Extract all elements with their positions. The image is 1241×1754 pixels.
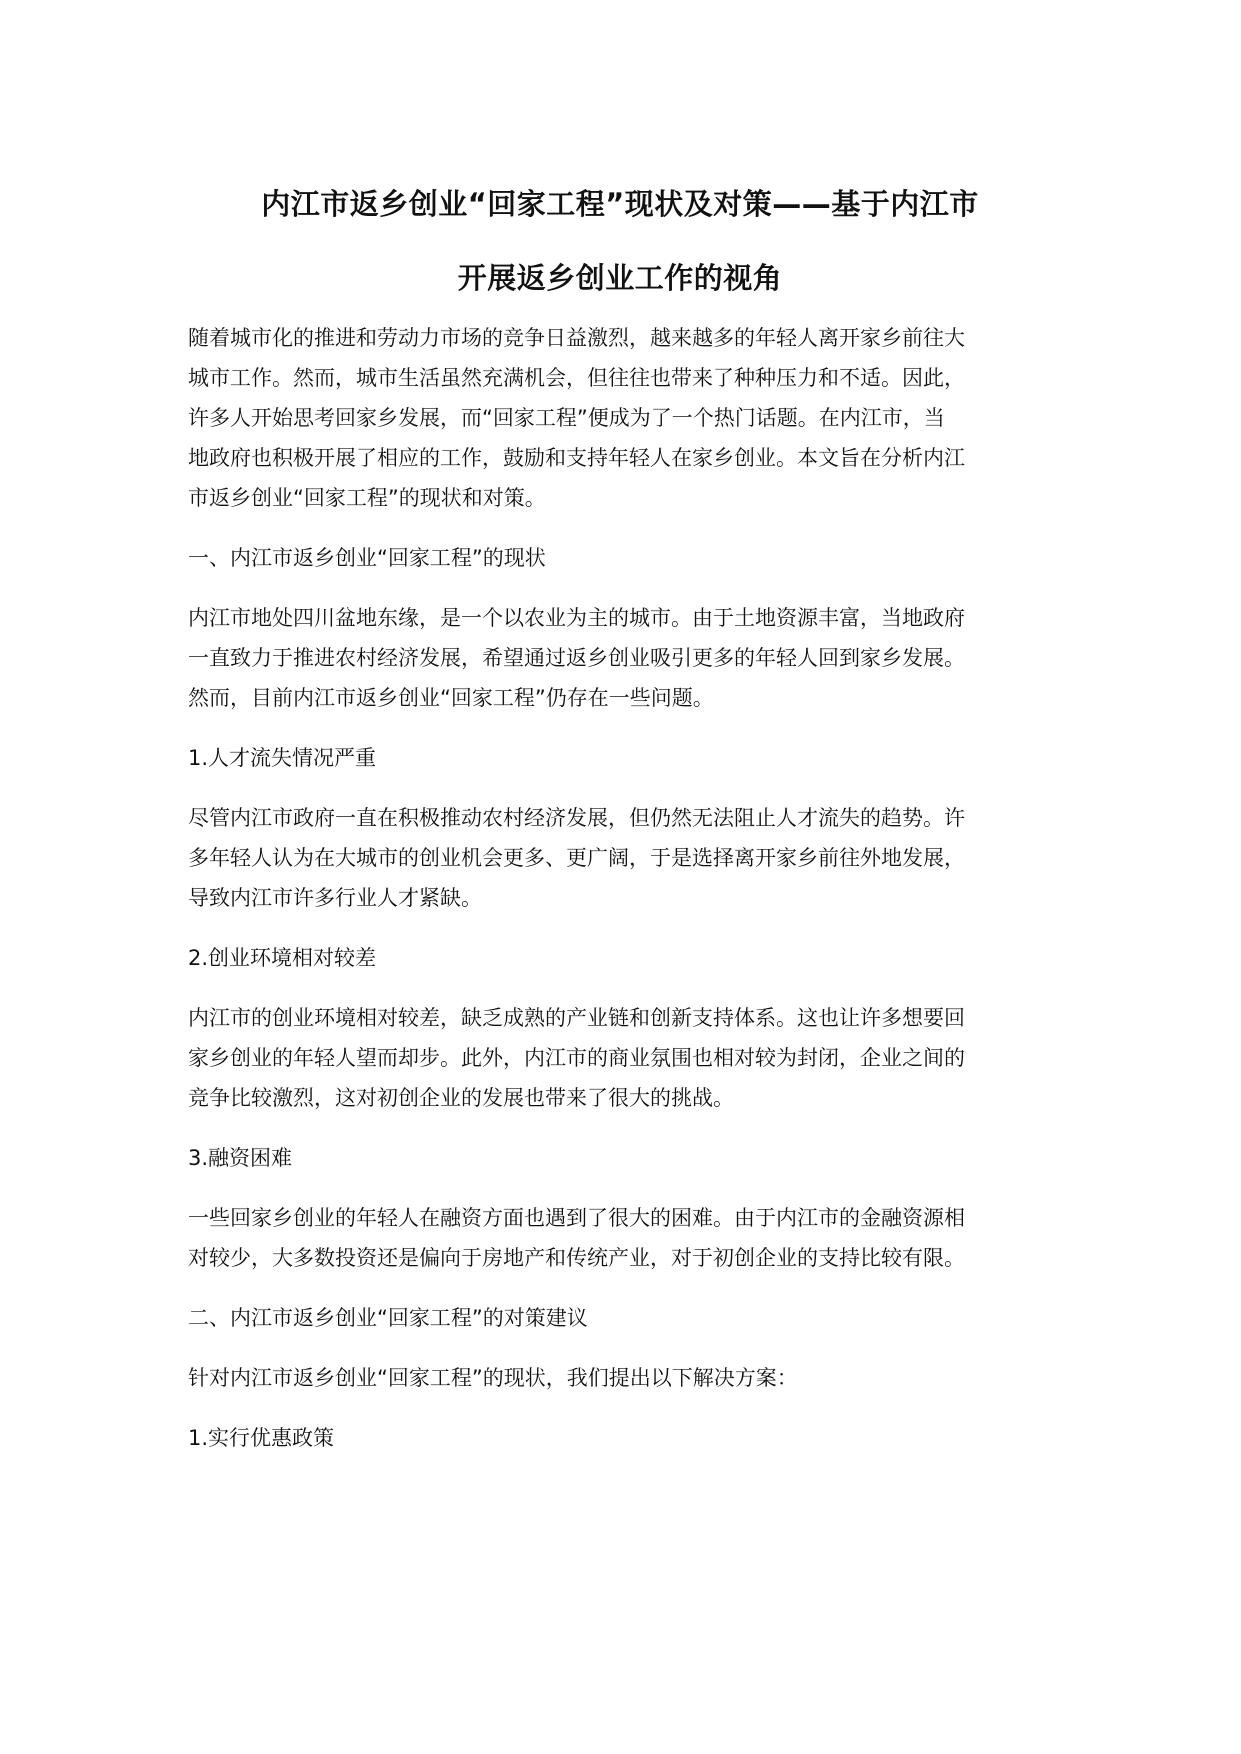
body-paragraph: [188, 318, 1058, 518]
body-paragraph: [188, 1358, 1058, 1398]
section-heading-text: 一、内江市返乡创业“回家工程”的现状: [188, 546, 546, 570]
paragraph-line: 城市工作。然而，城市生活虽然充满机会，但往往也带来了种种压力和不适。因此，: [188, 366, 965, 390]
body-paragraph: [188, 598, 1058, 718]
section-heading-text: 1.实行优惠政策: [188, 1426, 335, 1450]
section-heading-text: 二、内江市返乡创业“回家工程”的对策建议: [188, 1306, 588, 1330]
section-heading: [188, 1418, 1058, 1458]
paragraph-line: 家乡创业的年轻人望而却步。此外，内江市的商业氛围也相对较为封闭，企业之间的: [188, 1046, 965, 1070]
paragraph-line: 地政府也积极开展了相应的工作，鼓励和支持年轻人在家乡创业。本文旨在分析内江: [188, 446, 965, 470]
section-heading: [188, 538, 1058, 578]
paragraph-line: 内江市地处四川盆地东缘，是一个以农业为主的城市。由于土地资源丰富，当地政府: [188, 606, 965, 630]
paragraph-line: 然而，目前内江市返乡创业“回家工程”仍存在一些问题。: [188, 686, 714, 710]
document-title-line-1: 内江市返乡创业“回家工程”现状及对策——基于内江市: [261, 187, 979, 221]
paragraph-line: 一些回家乡创业的年轻人在融资方面也遇到了很大的困难。由于内江市的金融资源相: [188, 1206, 965, 1230]
section-heading-text: 2.创业环境相对较差: [188, 946, 377, 970]
section-heading-text: 1.人才流失情况严重: [188, 746, 377, 770]
paragraph-line: 随着城市化的推进和劳动力市场的竞争日益激烈，越来越多的年轻人离开家乡前往大: [188, 326, 965, 350]
section-heading: [188, 938, 1058, 978]
paragraph-line: 内江市的创业环境相对较差，缺乏成熟的产业链和创新支持体系。这也让许多想要回: [188, 1006, 965, 1030]
paragraph-line: 竞争比较激烈，这对初创企业的发展也带来了很大的挑战。: [188, 1086, 734, 1110]
paragraph-line: 针对内江市返乡创业“回家工程”的现状，我们提出以下解决方案：: [188, 1366, 798, 1390]
body-paragraph: [188, 1198, 1058, 1278]
document-body: [188, 318, 1058, 1478]
paragraph-line: 许多人开始思考回家乡发展，而“回家工程”便成为了一个热门话题。在内江市，当: [188, 406, 945, 430]
body-paragraph: [188, 798, 1058, 918]
section-heading: [188, 738, 1058, 778]
paragraph-line: 尽管内江市政府一直在积极推动农村经济发展，但仍然无法阻止人才流失的趋势。许: [188, 806, 965, 830]
paragraph-line: 一直致力于推进农村经济发展，希望通过返乡创业吸引更多的年轻人回到家乡发展。: [188, 646, 965, 670]
paragraph-line: 多年轻人认为在大城市的创业机会更多、更广阔，于是选择离开家乡前往外地发展，: [188, 846, 965, 870]
section-heading-text: 3.融资困难: [188, 1146, 293, 1170]
paragraph-line: 导致内江市许多行业人才紧缺。: [188, 886, 482, 910]
document-title-line-2: 开展返乡创业工作的视角: [457, 261, 783, 295]
body-paragraph: [188, 998, 1058, 1118]
paragraph-line: 对较少，大多数投资还是偏向于房地产和传统产业，对于初创企业的支持比较有限。: [188, 1246, 965, 1270]
section-heading: [188, 1298, 1058, 1338]
paragraph-line: 市返乡创业“回家工程”的现状和对策。: [188, 486, 546, 510]
section-heading: [188, 1138, 1058, 1178]
